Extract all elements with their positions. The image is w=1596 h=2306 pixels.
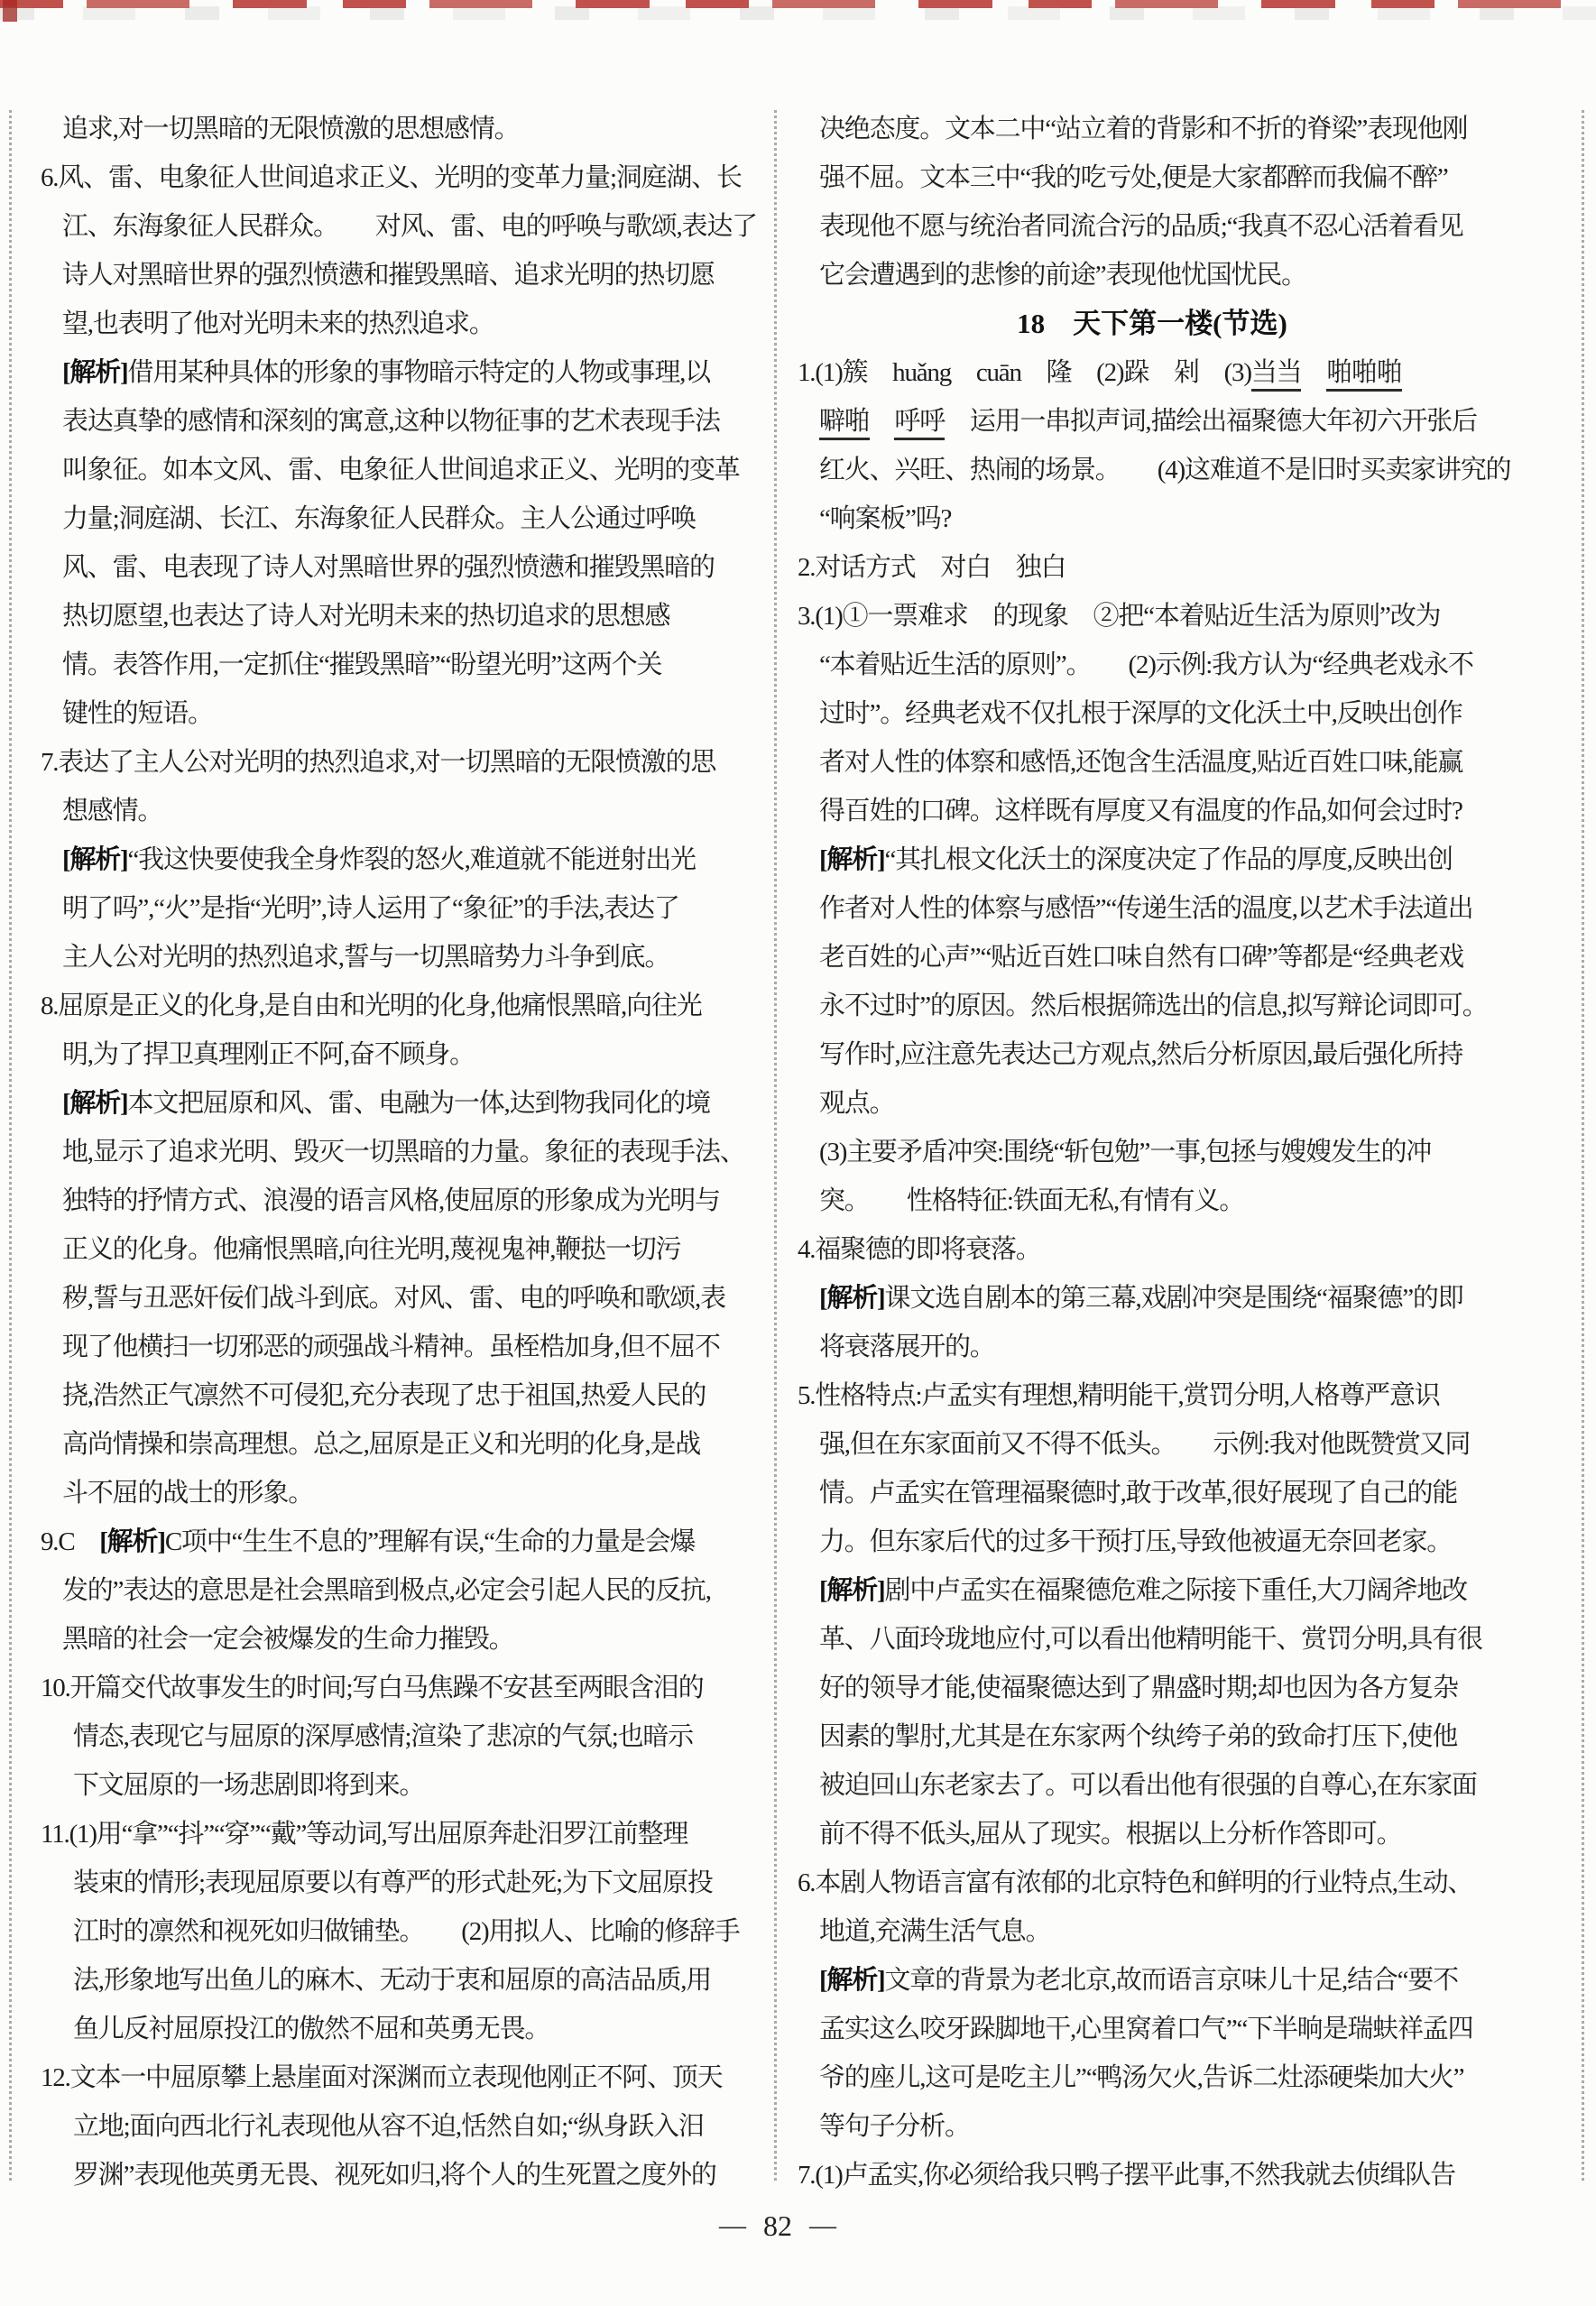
text-line: [798, 982, 1579, 1030]
text-segment: 表达真挚的感情和深刻的寓意,这种以物征事的艺术表现手法: [62, 407, 720, 436]
text-segment: 9.C: [41, 1527, 100, 1556]
text-segment: 因素的掣肘,尤其是在东家两个纨绔子弟的致命打压下,使他: [819, 1722, 1458, 1751]
text-line: [41, 1030, 767, 1079]
text-segment: 剧中卢孟实在福聚德危难之际接下重任,大刀阔斧地改: [884, 1576, 1467, 1605]
text-segment: 情。卢孟实在管理福聚德时,敢于改革,很好展现了自己的能: [819, 1479, 1458, 1508]
text-line: [798, 1176, 1579, 1225]
text-segment: [1301, 358, 1326, 387]
text-segment: “其扎根文化沃土的深度决定了作品的厚度,反映出创: [884, 845, 1453, 874]
column-divider-center: [774, 110, 777, 2181]
text-segment: 6.风、雷、电象征人世间追求正义、光明的变革力量;洞庭湖、长: [41, 163, 742, 192]
text-segment: 黑暗的社会一定会被爆发的生命力摧毁。: [62, 1625, 514, 1654]
text-segment: 叫象征。如本文风、雷、电象征人世间追求正义、光明的变革: [62, 456, 740, 484]
text-segment: 江时的凛然和视死如归做铺垫。 (2)用拟人、比喻的修辞手: [73, 1917, 740, 1946]
text-segment: 12.文本一中屈原攀上悬崖面对深渊而立表现他刚正不阿、顶天: [41, 2063, 723, 2092]
text-segment: 装束的情形;表现屈原要以有尊严的形式赴死;为下文屈原投: [73, 1868, 713, 1897]
analysis-label: [解析]: [62, 358, 128, 387]
text-segment: 写作时,应注意先表达己方观点,然后分析原因,最后强化所持: [819, 1040, 1463, 1069]
text-segment: 力量;洞庭湖、长江、东海象征人民群众。主人公通过呼唤: [62, 504, 696, 533]
text-segment: 情。表答作用,一定抓住“摧毁黑暗”“盼望光明”这两个关: [62, 650, 662, 679]
text-segment: (3)主要矛盾冲突:围绕“斩包勉”一事,包拯与嫂嫂发生的冲: [819, 1138, 1432, 1167]
text-line: [798, 543, 1579, 592]
text-line: [798, 2151, 1579, 2200]
text-line: [798, 1810, 1579, 1859]
text-line: [798, 1517, 1579, 1566]
text-segment: 好的领导才能,使福聚德达到了鼎盛时期;却也因为各方复杂: [819, 1674, 1458, 1702]
text-line: [798, 348, 1579, 397]
text-line: [798, 835, 1579, 884]
analysis-label: [解析]: [819, 845, 885, 874]
text-line: [798, 2053, 1579, 2102]
text-line: [798, 787, 1579, 835]
text-line: [41, 1517, 767, 1566]
text-segment: 决绝态度。文本二中“站立着的背影和不折的脊梁”表现他刚: [819, 115, 1468, 143]
text-line: [798, 1225, 1579, 1274]
text-segment: 1.(1)簇 huǎng cuān 隆 (2)跺 剁 (3): [798, 358, 1251, 387]
text-line: [41, 543, 767, 592]
analysis-label: [解析]: [819, 1576, 885, 1605]
text-line: [798, 1615, 1579, 1664]
text-line: [798, 153, 1579, 202]
text-segment: 法,形象地写出鱼儿的麻木、无动于衷和屈原的高洁品质,用: [73, 1966, 712, 1995]
text-segment: 表现他不愿与统治者同流合污的品质;“我真不忍心活着看见: [819, 212, 1463, 241]
text-segment: 文章的背景为老北京,故而语言京味儿十足,结合“要不: [884, 1966, 1458, 1995]
text-segment: 斗不屈的战士的形象。: [62, 1479, 314, 1508]
text-segment: 风、雷、电表现了诗人对黑暗世界的强烈愤懑和摧毁黑暗的: [62, 553, 715, 582]
text-segment: 被迫回山东老家去了。可以看出他有很强的自尊心,在东家面: [819, 1771, 1477, 1800]
text-line: [41, 202, 767, 251]
text-segment: 红火、兴旺、热闹的场景。 (4)这难道不是旧时买卖家讲究的: [819, 456, 1511, 484]
text-line: [41, 2053, 767, 2102]
text-line: [41, 1761, 767, 1810]
text-segment: 发的”表达的意思是社会黑暗到极点,必定会引起人民的反抗,: [62, 1576, 711, 1605]
analysis-label: [解析]: [62, 1089, 128, 1118]
text-line: [41, 397, 767, 446]
section-heading: [798, 300, 1507, 348]
text-line: [41, 787, 767, 835]
text-segment: 独特的抒情方式、浪漫的语言风格,使屈原的形象成为光明与: [62, 1186, 720, 1215]
text-line: [41, 835, 767, 884]
text-line: [798, 689, 1579, 738]
text-line: [798, 2102, 1579, 2151]
text-line: [41, 1371, 767, 1420]
text-line: [798, 1566, 1579, 1615]
analysis-label: [解析]: [62, 845, 128, 874]
text-line: [41, 1323, 767, 1371]
text-line: [798, 2005, 1579, 2053]
text-line: [798, 397, 1579, 446]
text-segment: 观点。: [819, 1089, 895, 1118]
text-segment: “本着贴近生活的原则”。 (2)示例:我方认为“经典老戏永不: [819, 650, 1473, 679]
text-line: [798, 933, 1579, 982]
text-line: [41, 300, 767, 348]
text-line: [41, 1079, 767, 1128]
text-line: [798, 1761, 1579, 1810]
analysis-label: [解析]: [819, 1966, 885, 1995]
underlined-answer: 呼呼: [894, 407, 945, 440]
text-line: [798, 641, 1579, 689]
text-segment: 6.本剧人物语言富有浓郁的北京特色和鲜明的行业特点,生动、: [798, 1868, 1473, 1897]
text-line: [41, 884, 767, 933]
text-segment: 挠,浩然正气凛然不可侵犯,充分表现了忠于祖国,热爱人民的: [62, 1381, 706, 1410]
text-line: [798, 1128, 1579, 1176]
text-segment: 前不得不低头,屈从了现实。根据以上分析作答即可。: [819, 1820, 1402, 1849]
column-divider-right: [1582, 110, 1584, 2181]
text-segment: 课文选自剧本的第三幕,戏剧冲突是围绕“福聚德”的即: [884, 1284, 1463, 1313]
text-line: [41, 1859, 767, 1907]
text-line: [798, 1859, 1579, 1907]
text-segment: 3.(1)①一票难求 的现象 ②把“本着贴近生活为原则”改为: [798, 602, 1441, 631]
text-line: [41, 2102, 767, 2151]
text-segment: 正义的化身。他痛恨黑暗,向往光明,蔑视鬼神,鞭挞一切污: [62, 1235, 681, 1264]
text-segment: 鱼儿反衬屈原投江的傲然不屈和英勇无畏。: [73, 2015, 550, 2043]
right-column: [798, 105, 1579, 2200]
footer-right-dash: —: [809, 2210, 836, 2240]
text-segment: 借用某种具体的形象的事物暗示特定的人物或事理,以: [127, 358, 710, 387]
text-segment: [870, 407, 895, 436]
text-segment: 老百姓的心声”“贴近百姓口味自然有口碑”等都是“经典老戏: [819, 943, 1463, 972]
analysis-label: 18 天下第一楼(节选): [1017, 308, 1287, 339]
text-segment: 地道,充满生活气息。: [819, 1917, 1051, 1946]
text-line: [41, 494, 767, 543]
text-segment: 地,显示了追求光明、毁灭一切黑暗的力量。象征的表现手法、: [62, 1138, 745, 1167]
text-segment: 者对人性的体察和感悟,还饱含生活温度,贴近百姓口味,能赢: [819, 748, 1463, 777]
text-line: [41, 1615, 767, 1664]
page-number: 82: [763, 2209, 792, 2242]
analysis-label: [解析]: [819, 1284, 885, 1313]
text-segment: 热切愿望,也表达了诗人对光明未来的热切追求的思想感: [62, 602, 670, 631]
text-line: [41, 1176, 767, 1225]
text-segment: 运用一串拟声词,描绘出福聚德大年初六开张后: [945, 407, 1477, 436]
text-segment: 强,但在东家面前又不得不低头。 示例:我对他既赞赏又同: [819, 1430, 1471, 1459]
text-segment: 突。 性格特征:铁面无私,有情有义。: [819, 1186, 1245, 1215]
column-divider-left: [9, 110, 12, 2181]
text-segment: 明了吗”,“火”是指“光明”,诗人运用了“象征”的手法,表达了: [62, 894, 679, 923]
text-segment: 孟实这么咬牙跺脚地干,心里窝着口气”“下半晌是瑞蚨祥孟四: [819, 2015, 1473, 2043]
text-segment: 强不屈。文本三中“我的吃亏处,便是大家都醉而我偏不醉”: [819, 163, 1448, 192]
text-segment: 高尚情操和崇高理想。总之,屈原是正义和光明的化身,是战: [62, 1430, 701, 1459]
text-segment: 7.表达了主人公对光明的热烈追求,对一切黑暗的无限愤激的思: [41, 748, 716, 777]
text-line: [798, 1469, 1579, 1517]
text-segment: 情态,表现它与屈原的深厚感情;渲染了悲凉的气氛;也暗示: [73, 1722, 693, 1751]
analysis-label: [解析]: [99, 1527, 165, 1556]
text-segment: “响案板”吗?: [819, 504, 952, 533]
text-segment: 立地;面向西北行礼表现他从容不迫,恬然自如;“纵身跃入汨: [73, 2112, 704, 2141]
text-line: [798, 1371, 1579, 1420]
text-line: [41, 641, 767, 689]
text-segment: 江、东海象征人民群众。 对风、雷、电的呼唤与歌颂,表达了: [62, 212, 757, 241]
text-segment: 2.对话方式 对白 独白: [798, 553, 1066, 582]
text-segment: 秽,誓与丑恶奸佞们战斗到底。对风、雷、电的呼唤和歌颂,表: [62, 1284, 725, 1313]
text-line: [41, 1956, 767, 2005]
scan-artifact-gray-strip: [0, 6, 1596, 20]
text-segment: 永不过时”的原因。然后根据筛选出的信息,拟写辩论词即可。: [819, 992, 1488, 1020]
text-line: [41, 1274, 767, 1323]
text-segment: 作者对人性的体察与感悟”“传递生活的温度,以艺术手法道出: [819, 894, 1473, 923]
text-line: [41, 1225, 767, 1274]
underlined-answer: 噼啪: [819, 407, 870, 440]
text-segment: C项中“生生不息的”理解有误,“生命的力量是会爆: [164, 1527, 696, 1556]
text-line: [798, 1907, 1579, 1956]
text-segment: 主人公对光明的热烈追求,誓与一切黑暗势力斗争到底。: [62, 943, 670, 972]
text-segment: 7.(1)卢孟实,你必须给我只鸭子摆平此事,不然我就去侦缉队告: [798, 2161, 1455, 2190]
text-line: [41, 105, 767, 153]
text-line: [41, 1420, 767, 1469]
text-segment: “我这快要使我全身炸裂的怒火,难道就不能迸射出光: [127, 845, 696, 874]
text-line: [798, 592, 1579, 641]
text-line: [41, 592, 767, 641]
text-line: [798, 446, 1579, 494]
text-segment: 下文屈原的一场悲剧即将到来。: [73, 1771, 425, 1800]
text-line: [41, 689, 767, 738]
text-line: [41, 1664, 767, 1712]
text-segment: 得百姓的口碑。这样既有厚度又有温度的作品,如何会过时?: [819, 797, 1462, 826]
text-segment: 革、八面玲珑地应付,可以看出他精明能干、赏罚分明,具有很: [819, 1625, 1482, 1654]
text-line: [798, 1420, 1579, 1469]
text-line: [798, 1079, 1579, 1128]
text-segment: 11.(1)用“拿”“抖”“穿”“戴”等动词,写出屈原奔赴汨罗江前整理: [41, 1820, 688, 1849]
text-segment: 力。但东家后代的过多干预打压,导致他被逼无奈回老家。: [819, 1527, 1453, 1556]
page-footer: [719, 2203, 836, 2248]
text-segment: 罗渊”表现他英勇无畏、视死如归,将个人的生死置之度外的: [73, 2161, 716, 2190]
text-segment: 4.福聚德的即将衰落。: [798, 1235, 1041, 1264]
text-segment: 5.性格特点:卢孟实有理想,精明能干,赏罚分明,人格尊严意识: [798, 1381, 1440, 1410]
text-segment: 将衰落展开的。: [819, 1333, 995, 1361]
text-line: [41, 1128, 767, 1176]
text-line: [798, 1274, 1579, 1323]
text-segment: 追求,对一切黑暗的无限愤激的思想感情。: [62, 115, 520, 143]
text-line: [41, 348, 767, 397]
text-line: [798, 202, 1579, 251]
text-line: [41, 251, 767, 300]
text-line: [41, 153, 767, 202]
text-line: [798, 1323, 1579, 1371]
text-line: [41, 2005, 767, 2053]
text-segment: 10.开篇交代故事发生的时间;写白马焦躁不安甚至两眼含泪的: [41, 1674, 704, 1702]
text-line: [41, 933, 767, 982]
text-line: [798, 1030, 1579, 1079]
text-line: [798, 1956, 1579, 2005]
footer-left-dash: —: [719, 2210, 746, 2240]
text-line: [798, 105, 1579, 153]
text-segment: 键性的短语。: [62, 699, 213, 728]
text-line: [798, 494, 1579, 543]
left-column: [41, 105, 767, 2200]
text-line: [798, 251, 1579, 300]
text-segment: 明,为了捍卫真理刚正不阿,奋不顾身。: [62, 1040, 475, 1069]
text-segment: 本文把屈原和风、雷、电融为一体,达到物我同化的境: [127, 1089, 710, 1118]
text-line: [41, 1810, 767, 1859]
underlined-answer: 啪啪啪: [1326, 358, 1401, 392]
text-line: [41, 1469, 767, 1517]
text-segment: 它会遭遇到的悲惨的前途”表现他忧国忧民。: [819, 261, 1306, 290]
text-line: [41, 446, 767, 494]
text-line: [41, 2151, 767, 2200]
text-segment: 望,也表明了他对光明未来的热烈追求。: [62, 309, 494, 338]
text-segment: 想感情。: [62, 797, 163, 826]
text-segment: 8.屈原是正义的化身,是自由和光明的化身,他痛恨黑暗,向往光: [41, 992, 702, 1020]
text-line: [41, 1712, 767, 1761]
underlined-answer: 当当: [1251, 358, 1302, 392]
text-segment: 现了他横扫一切邪恶的顽强战斗精神。虽桎梏加身,但不屈不: [62, 1333, 720, 1361]
text-line: [41, 738, 767, 787]
text-segment: 爷的座儿,这可是吃主儿”“鸭汤欠火,告诉二灶添硬柴加大火”: [819, 2063, 1464, 2092]
text-line: [798, 738, 1579, 787]
text-line: [798, 884, 1579, 933]
text-segment: 诗人对黑暗世界的强烈愤懑和摧毁黑暗、追求光明的热切愿: [62, 261, 715, 290]
text-line: [798, 1712, 1579, 1761]
text-line: [798, 1664, 1579, 1712]
text-segment: 过时”。经典老戏不仅扎根于深厚的文化沃土中,反映出创作: [819, 699, 1462, 728]
text-line: [41, 982, 767, 1030]
text-line: [41, 1566, 767, 1615]
text-line: [41, 1907, 767, 1956]
text-segment: 等句子分析。: [819, 2112, 970, 2141]
